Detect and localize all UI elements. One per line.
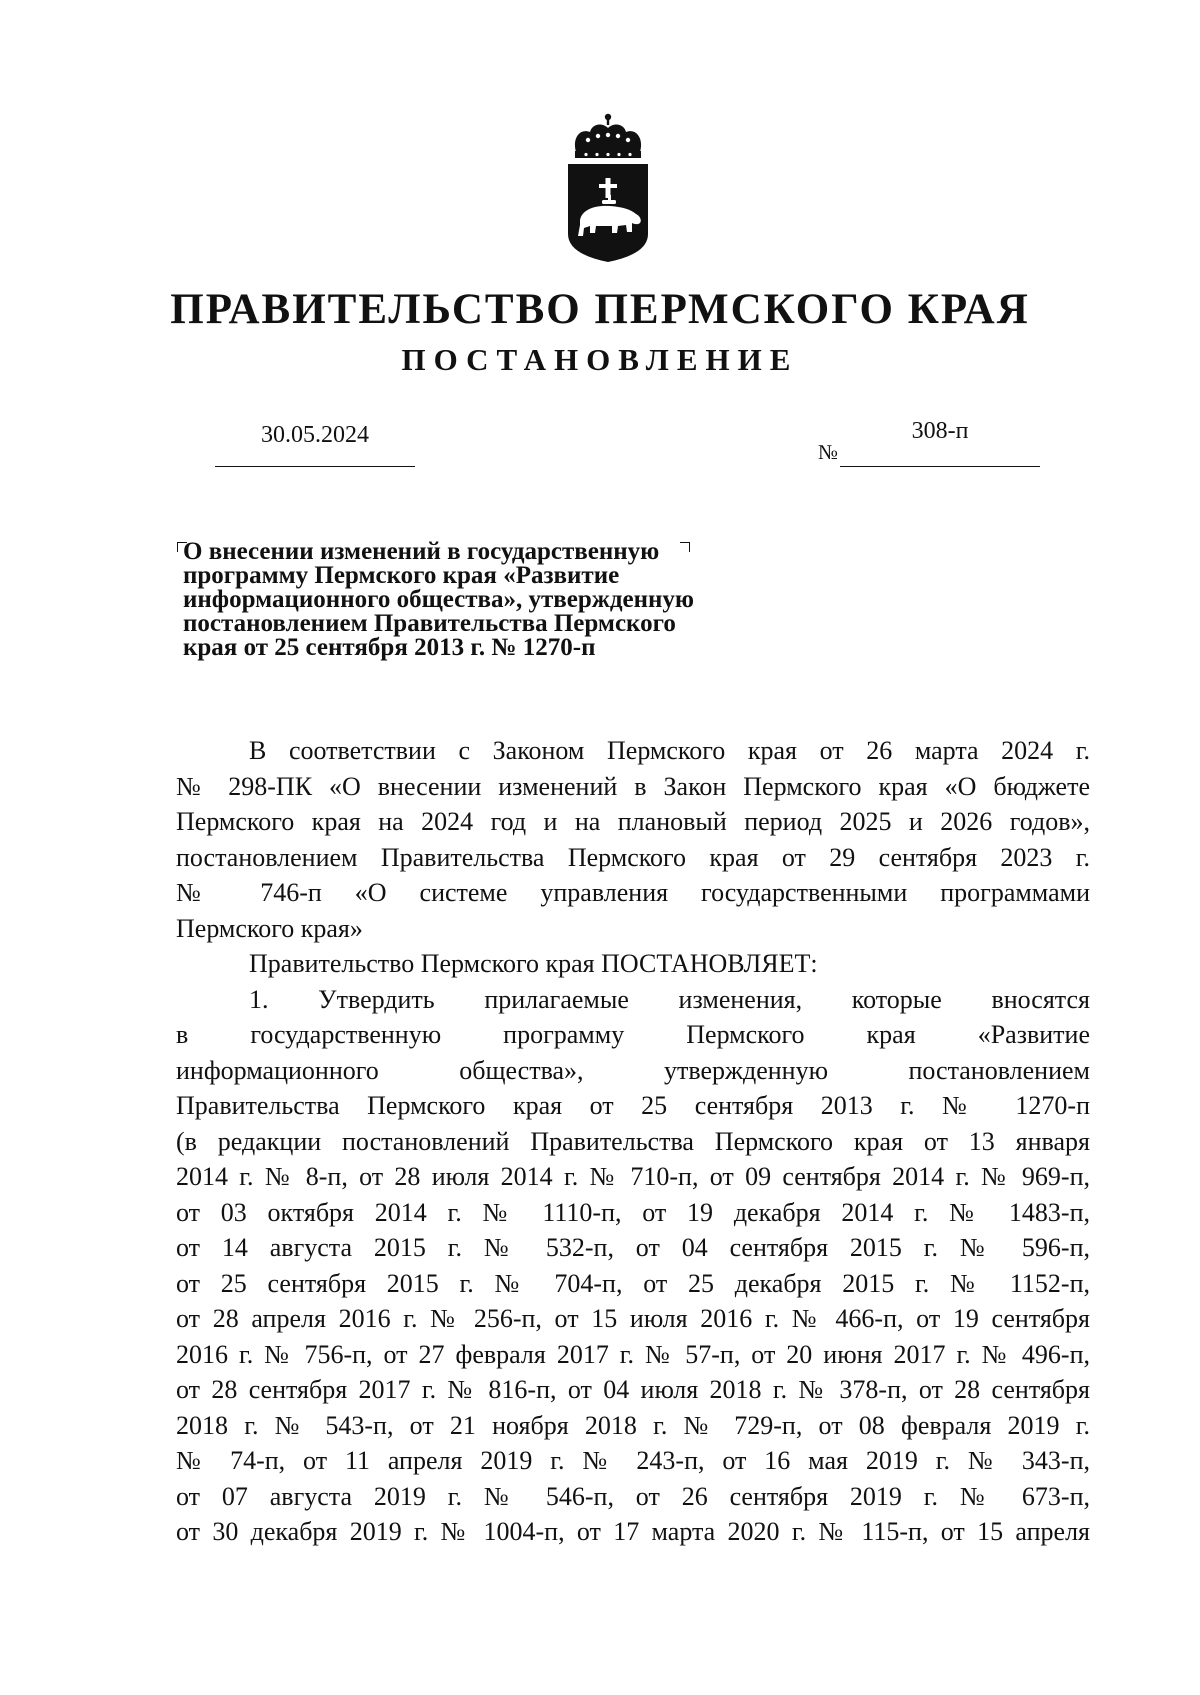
body-line: № 746-п «О системе управления государственными программами	[176, 878, 1090, 907]
body-line: информационного общества», утвержденную постановлением	[176, 1055, 1090, 1085]
body-line: от 30 декабря 2019 г. № 1004-п, от 17 марта 2020 г. № 115-п, от 15 апреля	[176, 1517, 1090, 1546]
document-subject	[183, 540, 803, 660]
date-field	[215, 420, 415, 467]
body-line: от 07 августа 2019 г. № 546-п, от 26 сентября 2019 г. № 673-п,	[176, 1481, 1090, 1511]
government-title: ПРАВИТЕЛЬСТВО ПЕРМСКОГО КРАЯ	[170, 286, 1030, 333]
subject-line: постановлением Правительства Пермского	[183, 610, 676, 637]
perm-krai-coat-of-arms-icon	[562, 112, 654, 264]
subject-line: программу Пермского края «Развитие	[183, 562, 620, 589]
number-label: №	[818, 440, 839, 464]
body-line: Пермского края на 2024 год и на плановый период 2025 и 2026 годов»,	[176, 807, 1090, 836]
body-line: Правительства Пермского края от 25 сентября 2013 г. № 1270-п	[176, 1091, 1090, 1120]
body-line: Пермского края»	[176, 913, 363, 943]
document-number: 308-п	[911, 418, 969, 444]
body-line: в государственную программу Пермского края «Развитие	[176, 1020, 1090, 1049]
document-body	[176, 733, 1090, 1550]
body-line: от 28 апреля 2016 г. № 256-п, от 15 июля 2016 г. № 466-п, от 19 сентября	[176, 1304, 1090, 1333]
subject-line: края от 25 сентября 2013 г. № 1270-п	[183, 634, 596, 661]
body-line: 1. Утвердить прилагаемые изменения, которые вносятся	[249, 984, 1090, 1014]
subject-line: О внесении изменений в государственную	[183, 538, 660, 565]
number-field	[840, 420, 1040, 467]
body-line: постановлением Правительства Пермского края от 29 сентября 2023 г.	[176, 842, 1090, 872]
body-line: № 298-ПК «О внесении изменений в Закон Пермского края «О бюджете	[176, 771, 1090, 801]
document-type: ПОСТАНОВЛЕНИЕ	[401, 342, 799, 377]
body-line: Правительство Пермского края ПОСТАНОВЛЯЕТ:	[249, 949, 818, 978]
body-line: 2014 г. № 8-п, от 28 июля 2014 г. № 710-п, от 09 сентября 2014 г. № 969-п,	[176, 1162, 1090, 1191]
body-line: В соответствии с Законом Пермского края от 26 марта 2024 г.	[249, 736, 1090, 765]
crown-icon	[575, 114, 641, 158]
body-line: от 28 сентября 2017 г. № 816-п, от 04 июля 2018 г. № 378-п, от 28 сентября	[176, 1375, 1090, 1404]
body-line: от 03 октября 2014 г. № 1110-п, от 19 декабря 2014 г. № 1483-п,	[176, 1197, 1090, 1227]
body-line: 2018 г. № 543-п, от 21 ноября 2018 г. № 729-п, от 08 февраля 2019 г.	[176, 1410, 1090, 1440]
subject-line: информационного общества», утвержденную	[183, 586, 695, 613]
document-date: 30.05.2024	[261, 422, 369, 448]
body-line: от 25 сентября 2015 г. № 704-п, от 25 декабря 2015 г. № 1152-п,	[176, 1268, 1090, 1298]
body-line: 2016 г. № 756-п, от 27 февраля 2017 г. № 57-п, от 20 июня 2017 г. № 496-п,	[176, 1339, 1090, 1369]
body-line: № 74-п, от 11 апреля 2019 г. № 243-п, от 16 мая 2019 г. № 343-п,	[176, 1446, 1090, 1475]
body-line: от 14 августа 2015 г. № 532-п, от 04 сентября 2015 г. № 596-п,	[176, 1233, 1090, 1262]
body-line: (в редакции постановлений Правительства Пермского края от 13 января	[176, 1126, 1090, 1156]
